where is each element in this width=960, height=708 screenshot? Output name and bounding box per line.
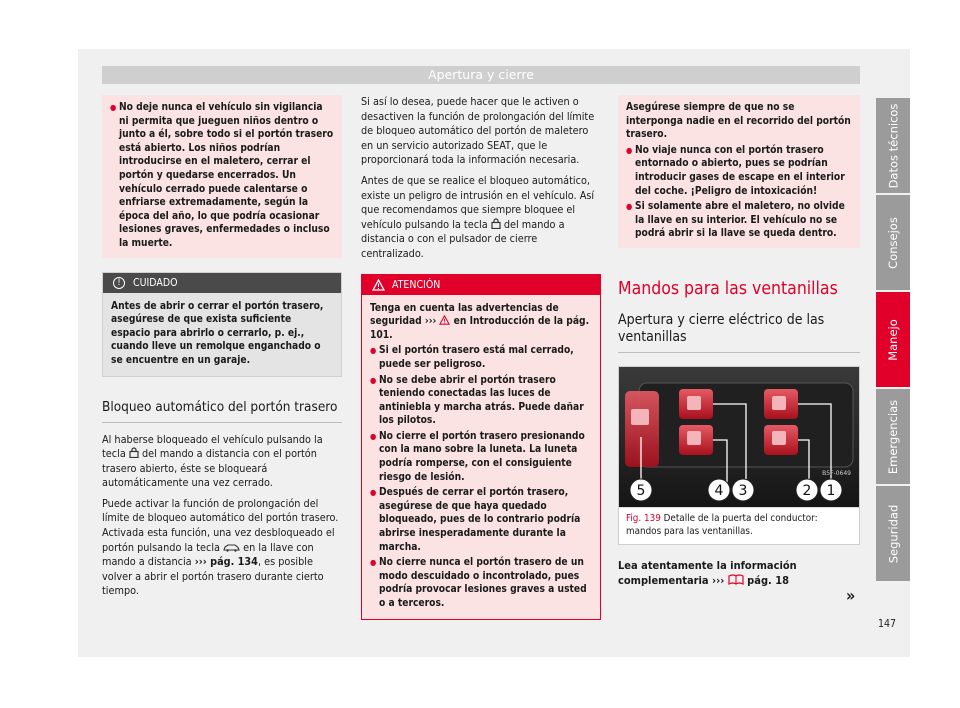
warning-bullet: ● No viaje nunca con el portón trasero entornado o abierto, pues se podrían introducir gases de escape en el interior del coche. ¡Peligro de intoxicación!	[626, 144, 852, 198]
warning-bullet: ● No deje nunca el vehículo sin vigilancia ni permita que jueguen niños dentro o junto a él, sobre todo si el portón trasero está abierto. Los niños podrían introducirse en el maletero, cerrar el portón y quedarse encerrados. Un vehículo cerrado puede calentarse o enfriarse extremadamente, según la época del año, lo que podría ocasionar lesiones graves, enfermedades o incluso la muerte.	[110, 101, 334, 251]
paragraph: Puede activar la función de prolongación del límite de bloqueo automático del portón trasero. Activada esta función, una vez desbloqueado el portón pulsando la tecla en la llave con mando a distancia ››› pág. 134, es posible volver a abrir el portón trasero durante cierto tiempo.	[102, 496, 339, 598]
caution-header	[103, 273, 341, 293]
column-2	[361, 95, 601, 620]
column-1	[102, 95, 342, 599]
figure	[618, 366, 860, 545]
tab-emergencias[interactable]: Emergencias	[876, 389, 910, 484]
lock-icon	[129, 447, 139, 458]
car-unlock-icon	[223, 543, 240, 552]
warning-lead: Asegúrese siempre de que no se interponga nadie en el recorrido del portón trasero.	[626, 102, 851, 141]
attention-intro: Tenga en cuenta las advertencias de seguridad ››› en Introducción de la pág. 101.	[370, 302, 590, 341]
caution-box	[102, 272, 342, 377]
tab-datos-tecnicos[interactable]: Datos técnicos	[876, 98, 910, 193]
chapter-tabs	[876, 98, 910, 583]
paragraph: Al haberse bloqueado el vehículo pulsando la tecla del mando a distancia con el portón trasero abierto, éste se bloqueará automáticamente una vez cerrado.	[102, 432, 323, 490]
warning-triangle-icon	[372, 279, 385, 291]
figure-caption: Fig. 139 Detalle de la puerta del conductor: mandos para las ventanillas.	[619, 507, 859, 544]
callout-label: 4	[714, 482, 724, 499]
window-controls-photo	[619, 367, 859, 507]
paragraph: Antes de que se realice el bloqueo automático, existe un peligro de intrusión en el vehículo. Así que recomendamos que siempre bloquee el vehículo pulsando la tecla del mando a distancia o con el pulsador de cierre centralizado.	[361, 173, 595, 260]
figure-code: B5F-0649	[822, 469, 851, 477]
attention-label: ATENCIÓN	[392, 278, 441, 291]
cross-reference: Lea atentamente la información complementaria ››› pág. 18	[618, 559, 797, 587]
page-number: 147	[878, 618, 897, 630]
tab-seguridad[interactable]: Seguridad	[876, 486, 910, 581]
attention-body	[362, 295, 600, 619]
attention-bullet: ● No se debe abrir el portón trasero teniendo conectadas las luces de antiniebla y marcha atrás. Puede dañar los pilotos.	[370, 374, 592, 428]
caution-label: CUIDADO	[133, 276, 178, 289]
callout-label: 3	[738, 482, 748, 499]
page-reference-link[interactable]: ››› pág. 134	[194, 555, 258, 569]
caution-text: Antes de abrir o cerrar el portón trasero, asegúrese de que exista suficiente espacio para abrirlo o cerrarlo, p. ej., cuando lleve un remolque enganchado o se encuentre en un garaje.	[103, 293, 341, 376]
column-3	[618, 95, 860, 588]
info-icon: !	[113, 277, 125, 289]
section-subheading: Apertura y cierre eléctrico de las ventanillas	[618, 312, 860, 353]
tab-consejos[interactable]: Consejos	[876, 195, 910, 290]
chapter-heading: Mandos para las ventanillas	[618, 278, 838, 299]
attention-box	[361, 274, 601, 620]
callout-label: 5	[636, 482, 646, 499]
attention-bullet: ● No cierre nunca el portón trasero de un modo descuidado o incontrolado, pues podría provocar lesiones graves a usted o a terceros.	[370, 556, 592, 610]
warning-bullet: ● Si solamente abre el maletero, no olvide la llave en su interior. El vehículo no se podrá abrir si la llave se queda dentro.	[626, 200, 852, 241]
tab-manejo[interactable]: Manejo	[876, 292, 910, 387]
page-header: Apertura y cierre	[102, 66, 860, 84]
book-reference-icon	[728, 574, 744, 585]
section-title: Bloqueo automático del portón trasero	[102, 399, 342, 423]
attention-bullet: ● Después de cerrar el portón trasero, asegúrese de que haya quedado bloqueado, pues de lo contrario podría abrirse inesperadamente durante la marcha.	[370, 486, 592, 554]
continue-marker: »	[846, 586, 856, 605]
page-reference-link[interactable]: pág. 18	[743, 573, 789, 587]
callout-label: 2	[802, 482, 812, 499]
attention-bullet: ● Si el portón trasero está mal cerrado, puede ser peligroso.	[370, 344, 592, 371]
paragraph: Si así lo desea, puede hacer que le activen o desactiven la función de prolongación del límite de bloqueo automático del portón de maletero en un servicio autorizado SEAT, que le proporcionará toda la información necesaria.	[361, 95, 595, 167]
attention-header	[362, 275, 600, 295]
warning-triangle-icon	[439, 315, 450, 325]
warning-box	[102, 95, 342, 258]
warning-box-continued	[618, 95, 860, 248]
callout-label: 1	[826, 482, 836, 499]
attention-bullet: ● No cierre el portón trasero presionando con la mano sobre la luneta. La luneta podría romperse, con el consiguiente riesgo de lesión.	[370, 430, 592, 484]
lock-icon	[491, 218, 501, 229]
page-reference-link[interactable]: en Introducción de la pág. 101.	[370, 316, 590, 341]
